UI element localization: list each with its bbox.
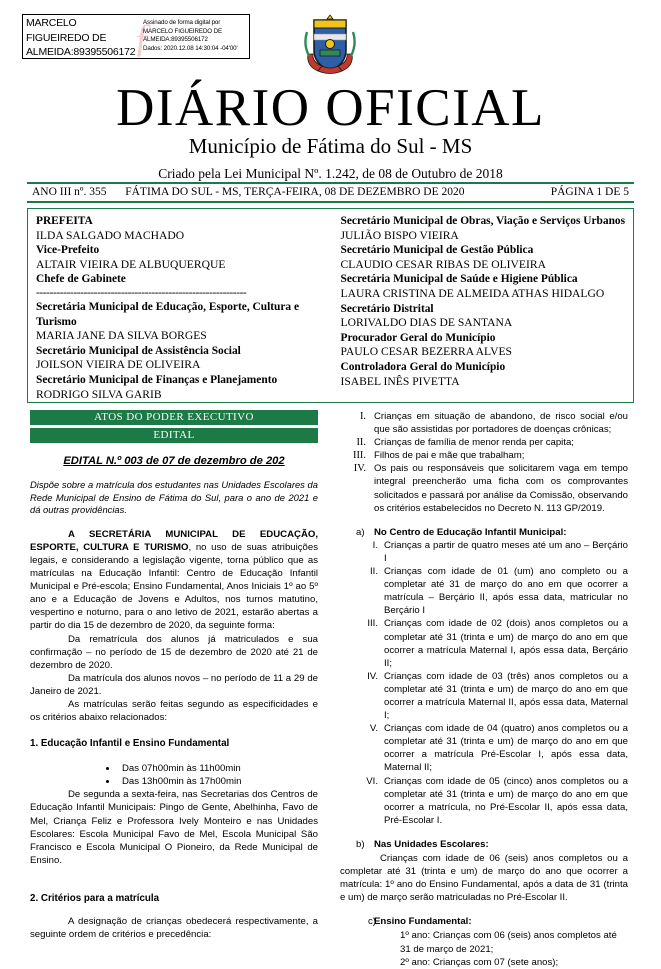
group-c-lines <box>340 929 628 968</box>
group-c-line: 2º ano: Crianças com 07 (sete anos); <box>400 956 559 968</box>
list-item-number: I. <box>372 539 378 551</box>
enrollment-locations-note: De segunda a sexta-feira, nas Secretarias dos Centros de Educação Infantil Municipais: Pingo de Gente, Abelhinha, Favo de Mel, Criança Feliz e Professora Ively Monteiro e nas Unidades Escolares: Escola Municipal Favo de Mel, Escola Municipal São Francisco e Escola Municipal O Pioneiro, da Rede Municipal de Ensino. <box>30 789 318 866</box>
group-b-text: Crianças com idade de 06 (seis) anos completos ou a completar até 31 (trinta e um) de março do ano que ocorrer a matrícula: 1º ano do Ensino Fundamental, após a data de 31 (trinta e um) de março serão matriculadas no Pré-Escolar II. <box>340 853 628 904</box>
criteria-list <box>340 410 628 515</box>
list-item-number: IV. <box>353 463 366 475</box>
list-item-number: IV. <box>367 670 378 682</box>
list-item-text: Os pais ou responsáveis que solicitarem vaga em tempo integral preencherão uma ficha com os comprovantes solicitados e passará por análise da Comissão, observando os critérios estabelecidos no Decreto N. 113 GP/2019. <box>374 463 628 514</box>
official-role: Controladora Geral do Município <box>340 360 506 373</box>
list-item <box>354 775 628 827</box>
group-a-title: No Centro de Educação Infantil Municipal: <box>374 526 567 538</box>
list-item-number: III. <box>367 618 378 630</box>
issue-number: ANO III nº. 355 <box>32 186 107 198</box>
official-role: Secretário Distrital <box>340 302 434 315</box>
officials-column-left <box>28 209 331 402</box>
list-item-number: I. <box>359 411 366 422</box>
group-a-list <box>340 539 628 827</box>
official-name: ALTAIR VIEIRA DE ALBUQUERQUE <box>36 257 226 271</box>
officials-divider: -------------------------------------------------------------- <box>36 286 247 299</box>
group-c-title: Ensino Fundamental: <box>374 916 472 928</box>
section-banner-atos: ATOS DO PODER EXECUTIVO <box>30 410 318 425</box>
group-c-line: 1º ano: Crianças com 06 (seis) anos completos até <box>400 930 617 942</box>
list-item: • Das 07h00min às 11h00min <box>118 762 318 775</box>
signature-signer-name: MARCELO FIGUEIREDO DE ALMEIDA:89395506172 <box>26 17 136 58</box>
official-role: Vice-Prefeito <box>36 244 100 257</box>
list-item <box>354 617 628 669</box>
enrollment-hours-list <box>30 762 318 788</box>
digital-signature-stamp <box>22 14 250 59</box>
edital-section-2-heading: 2. Critérios para a matrícula <box>30 892 160 904</box>
official-role: Chefe de Gabinete <box>36 273 126 286</box>
signature-meta-line-3: ALMEIDA:89395506172 <box>143 36 208 44</box>
official-role: Procurador Geral do Município <box>340 331 496 344</box>
edital-paragraph-4: As matrículas serão feitas segundo as especificidades e os critérios abaixo relacionados: <box>30 699 318 724</box>
list-item-number: III. <box>353 450 366 462</box>
official-role: Secretário Municipal de Finanças e Planejamento <box>36 373 278 386</box>
edital-paragraph-5: A designação de crianças obedecerá respectivamente, a seguinte ordem de critérios e precedência: <box>30 915 318 941</box>
edital-paragraph-1-rest: , no uso de suas atribuições legais, e considerando a legislação vigente, torna público que as matrículas na Educação Infantil: Centro de Educação Infantil Municipal e Pré-escola; Ensino Fundamental, Anos Iniciais 1º ao 5º ano e a Educação de Jovens e Adultos, nos turnos matutino, vespertino e noturno, para o ano letivo de 2021, estarão abertas a partir do dia 15 de dezembro de 2020, da seguinte forma: <box>30 541 319 632</box>
page-number: PÁGINA 1 DE 5 <box>550 186 629 198</box>
list-item <box>340 436 628 449</box>
group-c-line: 31 de março de 2021; <box>400 943 494 955</box>
content-column-left <box>30 410 318 941</box>
group-c-heading <box>340 915 628 928</box>
edital-paragraph-3: Da matrícula dos alunos novos – no período de 11 a 29 de Janeiro de 2021. <box>30 672 318 697</box>
list-item <box>354 670 628 722</box>
list-item-number: II. <box>370 566 378 578</box>
group-b-label: b) <box>356 838 365 850</box>
list-item-number: V. <box>369 723 378 735</box>
list-item <box>354 722 628 774</box>
list-item-number: VI. <box>366 775 378 787</box>
official-role: PREFEITA <box>36 215 93 227</box>
edital-ementa: Dispõe sobre a matrícula dos estudantes nas Unidades Escolares da Rede Municipal de Ensino de Fátima do Sul, para o ano de 2021 e dá outras providências. <box>30 479 318 516</box>
group-a-heading <box>340 526 628 539</box>
list-item-text: Crianças com idade de 05 (cinco) anos completos ou a completar até 31 (trinta e um) de março do ano em que ocorrer a matrícula, no Pré-Escolar II, após essa data, Pré-Escolar I. <box>384 775 628 826</box>
official-name: ILDA SALGADO MACHADO <box>36 228 185 242</box>
edital-paragraph-2: Da rematrícula dos alunos já matriculados e sua confirmação – no período de 15 de dezembro de 2020 até 21 de dezembro de 2020. <box>30 633 318 671</box>
edital-section-1-heading: 1. Educação Infantil e Ensino Fundamental <box>30 738 230 750</box>
list-item <box>354 539 628 565</box>
official-name: JOILSON VIEIRA DE OLIVEIRA <box>36 358 201 372</box>
list-item-text: Crianças a partir de quatro meses até um ano – Berçário I <box>384 539 628 564</box>
group-a-label: a) <box>356 526 365 538</box>
group-b-heading <box>340 838 628 851</box>
municipal-coat-of-arms-icon <box>304 14 356 76</box>
list-item-text: Filhos de pai e mãe que trabalham; <box>374 450 525 462</box>
list-item-text: Crianças em situação de abandono, de risco social e/ou que são assistidas por portadores de doenças crônicas; <box>374 411 628 436</box>
official-role: Secretária Municipal de Saúde e Higiene Pública <box>340 273 578 286</box>
official-role: Secretário Municipal de Gestão Pública <box>340 244 534 257</box>
signature-flourish-icon: ƒ <box>133 15 153 60</box>
official-name: LORIVALDO DIAS DE SANTANA <box>340 316 513 330</box>
issue-info-bar <box>27 182 634 203</box>
official-name: LAURA CRISTINA DE ALMEIDA ATHAS HIDALGO <box>340 286 605 300</box>
list-item: • Das 13h00min às 17h00min <box>118 775 318 788</box>
issue-info-left <box>27 186 465 198</box>
list-item <box>354 565 628 617</box>
section-banner-edital: EDITAL <box>30 428 318 443</box>
masthead <box>0 80 661 183</box>
list-item-number: II. <box>356 437 366 449</box>
official-role: Secretário Municipal de Obras, Viação e Serviços Urbanos <box>340 215 626 227</box>
officials-column-right <box>331 209 634 402</box>
signature-meta-line-1: Assinado de forma digital por <box>143 19 221 26</box>
official-role: Secretário Municipal de Assistência Social <box>36 344 241 357</box>
page-title: DIÁRIO OFICIAL <box>116 79 545 137</box>
official-name: RODRIGO SILVA GARIB <box>36 387 162 401</box>
edital-paragraph-1 <box>30 528 318 633</box>
list-item-text: Crianças com idade de 03 (três) anos completos ou a completar até 31 (trinta e um) de março do ano em que ocorrer a matrícula Maternal II, após essa data, Maternal I; <box>384 670 628 722</box>
list-item-text: Crianças com idade de 04 (quatro) anos completos ou a completar até 31 (trinta e um) de março do ano em que ocorrer a matrícula Pré-Escolar I, após essa data, Maternal II; <box>384 723 628 774</box>
edital-authority-name: A SECRETÁRIA MUNICIPAL DE EDUCAÇÃO, ESPORTE, CULTURA E TURISMO <box>30 528 318 553</box>
officials-box <box>27 208 634 403</box>
list-item <box>340 462 628 514</box>
content-column-right <box>340 410 628 969</box>
list-item <box>340 449 628 462</box>
list-item-text: Crianças de família de menor renda per capita; <box>374 437 574 449</box>
official-name: PAULO CESAR BEZERRA ALVES <box>340 345 512 359</box>
official-name: MARIA JANE DA SILVA BORGES <box>36 329 207 343</box>
list-item-text: Crianças com idade de 01 (um) ano completo ou a completar até 31 de março do ano em que ocorrer a matrícula – Berçário II, após essa data, matricular no Berçário I <box>384 566 628 617</box>
official-name: ISABEL INÊS PIVETTA <box>340 374 460 388</box>
edital-title: EDITAL N.º 003 de 07 de dezembro de 202 <box>63 455 285 467</box>
group-b-title: Nas Unidades Escolares: <box>374 838 489 850</box>
masthead-law-reference: Criado pela Lei Municipal Nº. 1.242, de 08 de Outubro de 2018 <box>158 166 503 181</box>
signature-metadata <box>141 15 249 58</box>
issue-place-date: FÁTIMA DO SUL - MS, TERÇA-FEIRA, 08 DE DEZEMBRO DE 2020 <box>125 186 465 198</box>
official-role: Secretária Municipal de Educação, Esporte, Cultura e Turismo <box>36 300 300 328</box>
signature-meta-line-4: Dados: 2020.12.08 14:30:04 -04'00' <box>143 44 238 52</box>
masthead-subtitle: Município de Fátima do Sul - MS <box>188 134 473 158</box>
list-item <box>340 410 628 436</box>
group-c-label: c) <box>368 916 376 928</box>
list-item-text: Crianças com idade de 02 (dois) anos completos ou a completar até 31 (trinta e um) de março do ano em que ocorrer a matrícula Maternal I, após essa data, Berçário II; <box>384 618 628 669</box>
official-name: CLAUDIO CESAR RIBAS DE OLIVEIRA <box>340 257 546 271</box>
signature-meta-line-2: MARCELO FIGUEIREDO DE <box>143 27 223 35</box>
official-name: JULIÃO BISPO VIEIRA <box>340 228 459 242</box>
